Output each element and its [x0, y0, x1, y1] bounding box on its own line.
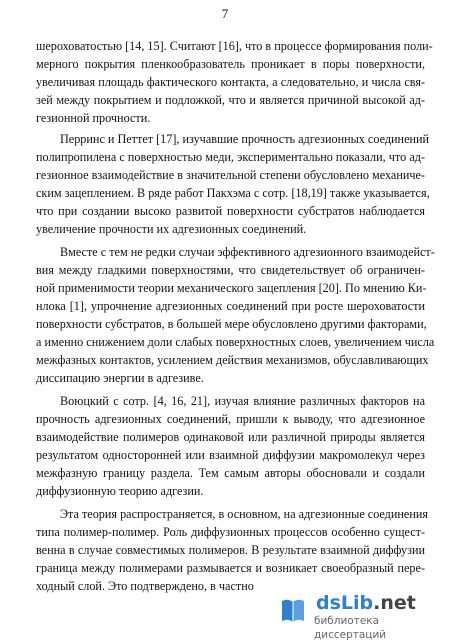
text-line: диффузионную теорию адгезии.: [36, 484, 204, 498]
text-line: результатом односторонней или взаимной диффузии макромолекул через: [36, 448, 425, 462]
text-line: гезионной прочности.: [36, 111, 151, 125]
text-line: поверхности субстратов, в большей мере обусловлено другими факторами,: [36, 317, 427, 331]
text-line: увеличивая площадь фактического контакта, а следовательно, и числа свя-: [36, 75, 425, 89]
watermark-domain-tld: .net: [373, 592, 416, 614]
text-line: диссипацию энергии в адгезиве.: [36, 371, 204, 385]
watermark-subtitle: библиотека диссертаций: [314, 615, 387, 641]
text-line: ским зацеплением. В ряде работ Пакхэма с сотр. [18,19] также указывается,: [36, 186, 430, 200]
text-line: Воюцкий с сотр. [4, 16, 21], изучая влияние различных факторов на: [60, 394, 425, 408]
page-number: 7: [221, 6, 229, 21]
dslib-watermark: [276, 590, 450, 641]
text-line: вия между гладкими поверхностями, что свидетельствует об ограничен-: [36, 263, 425, 277]
text-line: зей между покрытием и подложкой, что и является причиной высокой ад-: [36, 93, 425, 107]
text-line: увеличение прочности их адгезионных соединений.: [36, 222, 307, 236]
text-line: шероховатостью [14, 15]. Считают [16], что в процессе формирования поли-: [36, 39, 433, 53]
text-line: ходный слой. Это подтверждено, в частно: [36, 579, 254, 593]
text-line: нлока [1], упрочнение адгезионных соединений при росте шероховатости: [36, 299, 425, 313]
text-line: Вместе с тем не редки случаи эффективного адгезионного взаимодейст-: [60, 245, 435, 259]
text-line: полипропилена с поверхностью меди, экспериментально показали, что ад-: [36, 150, 425, 164]
text-line: типа полимер-полимер. Роль диффузионных процессов особенно сущест-: [36, 525, 425, 539]
text-line: Перринс и Петтет [17], изучавшие прочность адгезионных соединений: [60, 132, 430, 146]
text-line: гезионное взаимодействие в значительной степени обусловлено механиче-: [36, 168, 425, 182]
text-line: венна в случае совместимых полимеров. В результате взаимной диффузии: [36, 543, 425, 557]
text-line: межфазных контактов, усилением действия механизмов, обуславливающих: [36, 353, 429, 367]
text-line: что при создании высоко развитой поверхности субстратов наблюдается: [36, 204, 425, 218]
text-line: мерного покрытия пленкообразователь проникает в поры поверхности,: [36, 57, 425, 71]
text-line: а именно снижением доли слабых поверхностных слоев, увеличением числа: [36, 335, 435, 349]
text-line: взаимодействие полимеров одинаковой или различной природы является: [36, 430, 425, 444]
text-line: граница между полимерами размывается и возникает своеобразный пере-: [36, 561, 425, 575]
watermark-domain: [316, 592, 416, 614]
watermark-domain-main: dsLib: [316, 592, 374, 614]
text-line: межфазную границу раздела. Тем самым авторы обосновали и создали: [36, 466, 425, 480]
text-line: Эта теория распространяется, в основном, на адгезионные соединения: [60, 507, 428, 521]
text-line: ной применимости теории механического зацепления [20]. По мнению Ки-: [36, 281, 427, 295]
text-line: прочность адгезионных соединений, пришли к выводу, что адгезионное: [36, 412, 425, 426]
book-logo-icon: [280, 596, 306, 624]
